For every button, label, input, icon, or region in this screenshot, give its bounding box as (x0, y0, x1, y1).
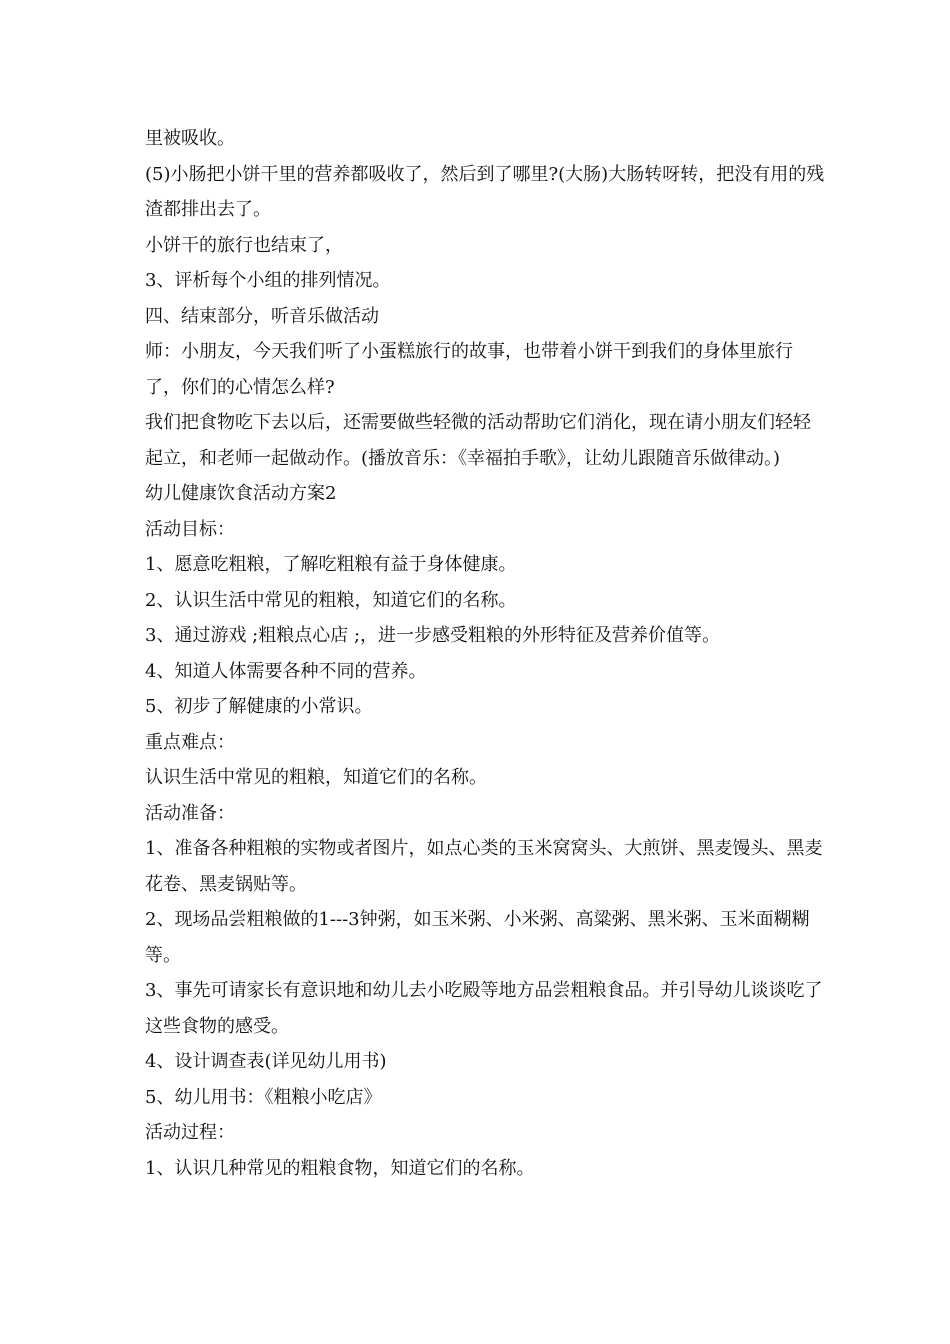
list-item: 4、设计调查表(详见幼儿用书) (145, 1051, 387, 1072)
list-item: 2、认识生活中常见的粗粮，知道它们的名称。 (145, 589, 517, 611)
list-item: 1、愿意吃粗粮，了解吃粗粮有益于身体健康。 (145, 554, 517, 575)
list-item: 5、幼儿用书：《粗粮小吃店》 (145, 1086, 382, 1108)
document-title: 幼儿健康饮食活动方案2 (145, 483, 337, 504)
paragraph: 小饼干的旅行也结束了， (145, 234, 343, 256)
section-heading: 活动目标： (145, 518, 235, 540)
list-item: 5、初步了解健康的小常识。 (145, 696, 373, 717)
list-item: 3、通过游戏 ;粗粮点心店 ;，进一步感受粗粮的外形特征及营养价值等。 (145, 625, 721, 646)
section-heading: 重点难点： (145, 731, 235, 753)
paragraph: 3、评析每个小组的排列情况。 (145, 270, 391, 291)
paragraph: 里被吸收。 (145, 128, 235, 149)
paragraph: (5)小肠把小饼干里的营养都吸收了，然后到了哪里?(大肠)大肠转呀转，把没有用的残渣都排出去了。 (145, 163, 825, 220)
list-item: 3、事先可请家长有意识地和幼儿去小吃殿等地方品尝粗粮食品。并引导幼儿谈谈吃了这些食物的感受。 (145, 980, 823, 1037)
section-heading: 四、结束部分，听音乐做活动 (145, 305, 379, 327)
section-heading: 活动准备： (145, 802, 235, 824)
section-heading: 活动过程： (145, 1122, 235, 1143)
paragraph: 师：小朋友，今天我们听了小蛋糕旅行的故事，也带着小饼干到我们的身体里旅行了，你们的心情怎么样? (145, 341, 793, 398)
paragraph: 我们把食物吃下去以后，还需要做些轻微的活动帮助它们消化，现在请小朋友们轻轻起立，和老师一起做动作。(播放音乐：《幸福拍手歌》，让幼儿跟随音乐做律动。) (145, 412, 811, 469)
list-item: 1、准备各种粗粮的实物或者图片，如点心类的玉米窝窝头、大煎饼、黑麦馒头、黑麦花卷、黑麦锅贴等。 (145, 838, 823, 895)
list-item: 4、知道人体需要各种不同的营养。 (145, 660, 427, 682)
document-body (145, 121, 825, 1186)
paragraph: 认识生活中常见的粗粮，知道它们的名称。 (145, 767, 487, 788)
list-item: 2、现场品尝粗粮做的1---3钟粥，如玉米粥、小米粥、高粱粥、黑米粥、玉米面糊糊等。 (145, 909, 810, 966)
list-item: 1、认识几种常见的粗粮食物，知道它们的名称。 (145, 1157, 535, 1179)
